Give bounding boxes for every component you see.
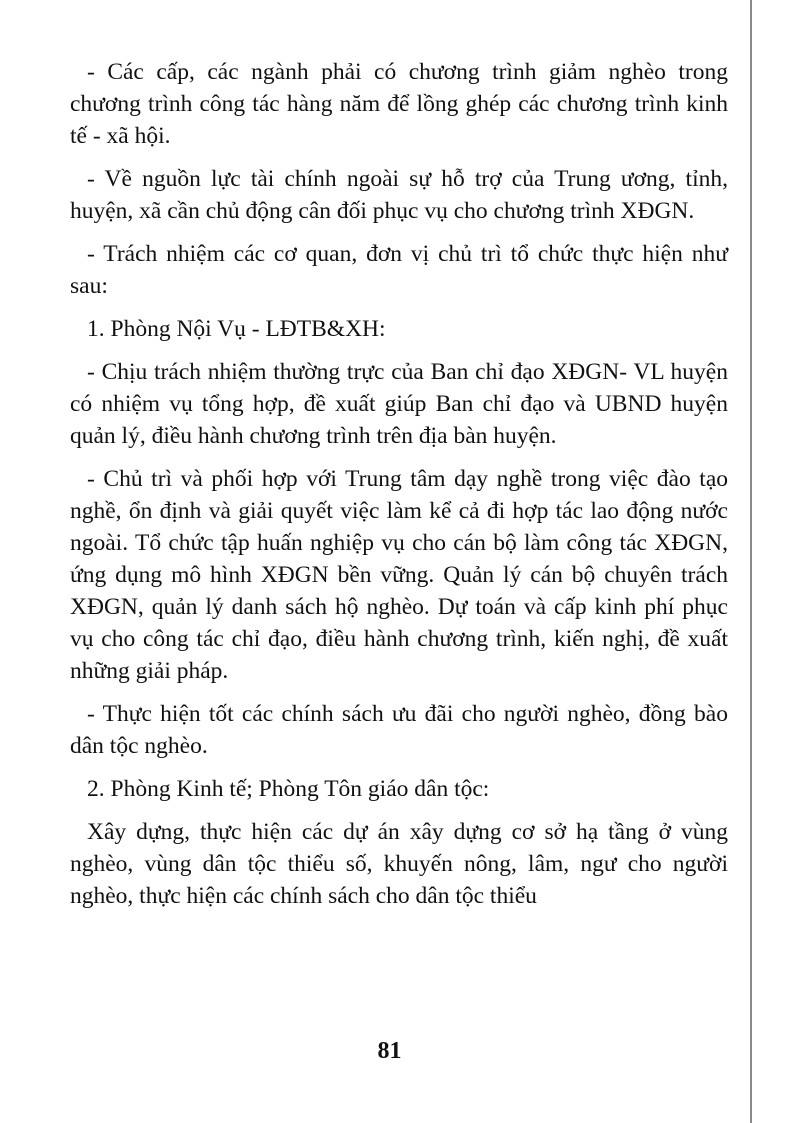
paragraph: - Thực hiện tốt các chính sách ưu đãi cho người nghèo, đồng bào dân tộc nghèo. [70,701,728,759]
page-number: 81 [377,1038,402,1064]
page-body [70,56,728,923]
paragraph: - Các cấp, các ngành phải có chương trình giảm nghèo trong chương trình công tác hàng năm để lồng ghép các chương trình kinh tế - xã hội. [70,59,728,149]
paragraph: Xây dựng, thực hiện các dự án xây dựng cơ sở hạ tầng ở vùng nghèo, vùng dân tộc thiểu số, khuyến nông, lâm, ngư cho người nghèo, thực hiện các chính sách cho dân tộc thiểu [70,819,728,909]
page-edge-line [750,0,752,1123]
section-heading: 1. Phòng Nội Vụ - LĐTB&XH: [87,316,386,342]
paragraph: - Chịu trách nhiệm thường trực của Ban chỉ đạo XĐGN- VL huyện có nhiệm vụ tổng hợp, đề xuất giúp Ban chỉ đạo và UBND huyện quản lý, điều hành chương trình trên địa bàn huyện. [70,359,728,449]
paragraph: - Trách nhiệm các cơ quan, đơn vị chủ trì tổ chức thực hiện như sau: [70,241,728,299]
section-heading: 2. Phòng Kinh tế; Phòng Tôn giáo dân tộc: [87,776,490,802]
paragraph: - Chủ trì và phối hợp với Trung tâm dạy nghề trong việc đào tạo nghề, ổn định và giải quyết việc làm kể cả đi hợp tác lao động nước ngoài. Tổ chức tập huấn nghiệp vụ cho cán bộ làm công tác XĐGN, ứng dụng mô hình XĐGN bền vững. Quản lý cán bộ chuyên trách XĐGN, quản lý danh sách hộ nghèo. Dự toán và cấp kinh phí phục vụ cho công tác chỉ đạo, điều hành chương trình, kiến nghị, đề xuất những giải pháp. [70,466,728,684]
paragraph: - Về nguồn lực tài chính ngoài sự hỗ trợ của Trung ương, tỉnh, huyện, xã cần chủ động cân đối phục vụ cho chương trình XĐGN. [70,166,728,224]
